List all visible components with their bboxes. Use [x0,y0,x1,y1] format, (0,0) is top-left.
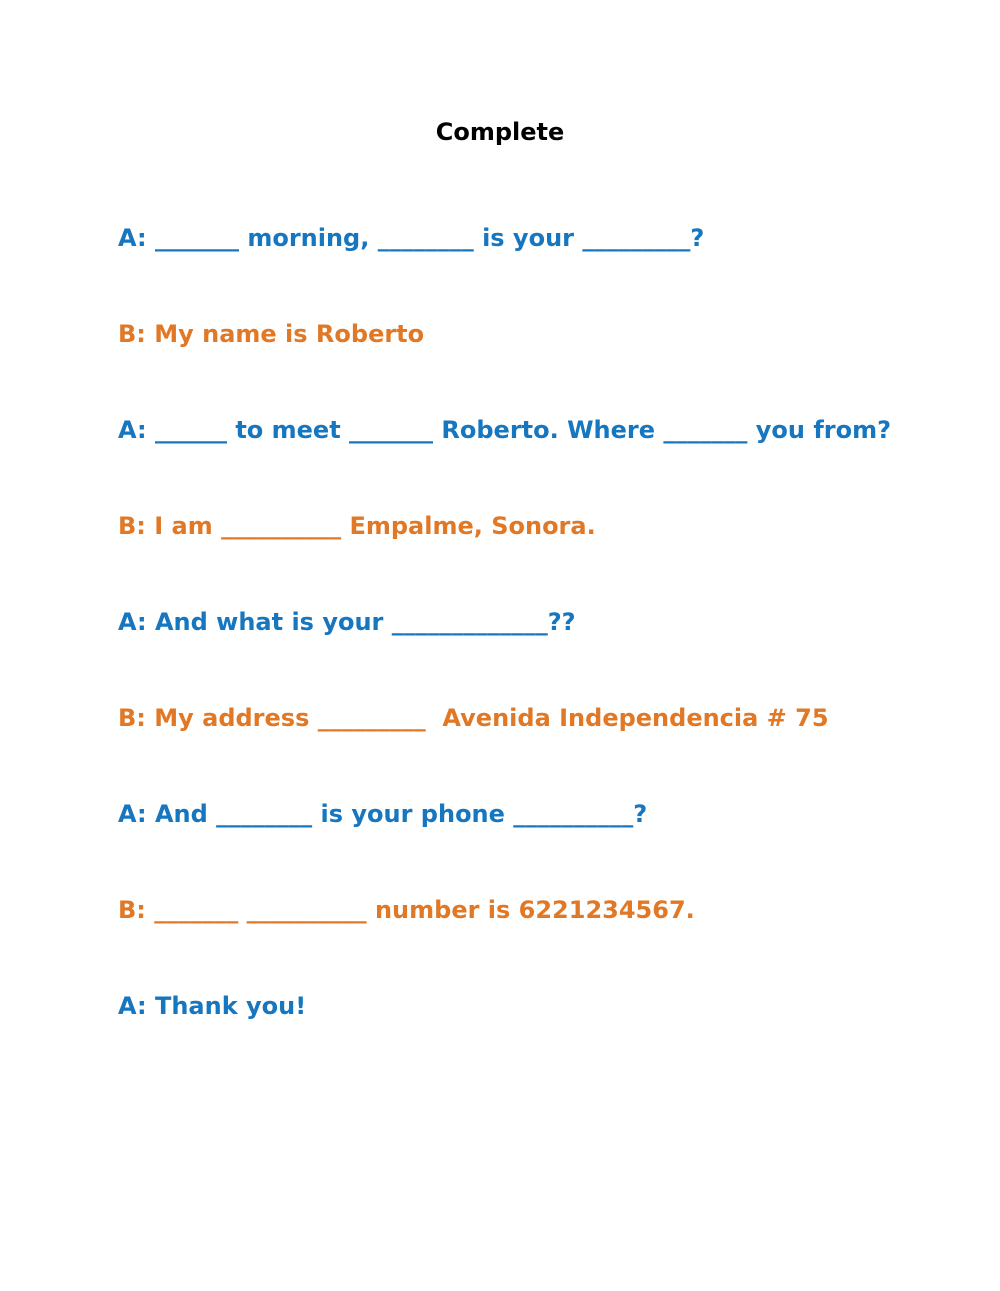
dialogue-line-7: A: And ________ is your phone __________? [118,800,648,828]
dialogue-line-3: A: ______ to meet _______ Roberto. Where _______ you from? [118,416,892,444]
dialogue-line-5: A: And what is your _____________?? [118,608,576,636]
dialogue-line-1: A: _______ morning, ________ is your _________? [118,224,705,252]
dialogue-line-4: B: I am __________ Empalme, Sonora. [118,512,596,540]
dialogue-line-2: B: My name is Roberto [118,320,425,348]
page-title: Complete [435,118,565,146]
dialogue-line-8: B: _______ __________ number is 6221234567. [118,896,695,924]
dialogue-line-6: B: My address _________ Avenida Independencia # 75 [118,704,829,732]
dialogue-line-9: A: Thank you! [118,992,307,1020]
